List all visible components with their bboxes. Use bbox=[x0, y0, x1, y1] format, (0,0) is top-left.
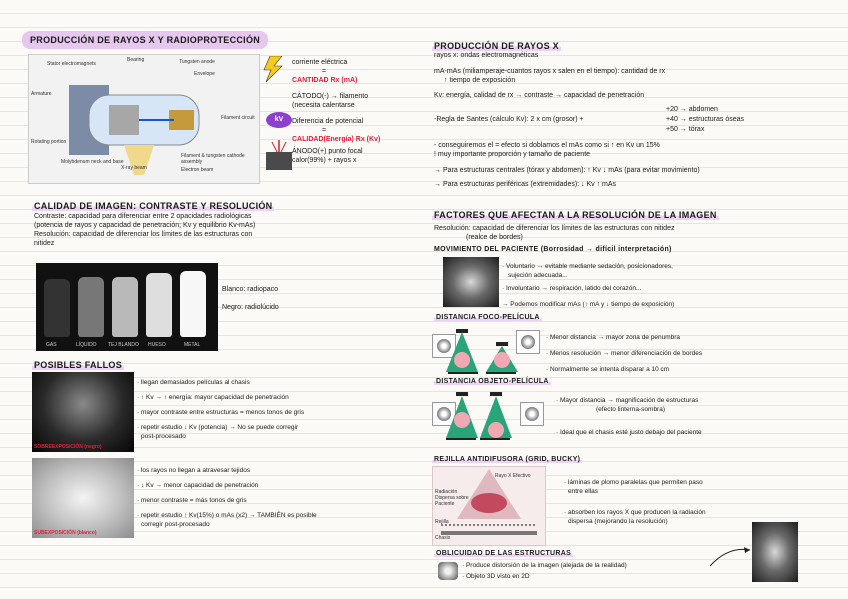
production-subtitle: rayos x: ondas electromagnéticas bbox=[434, 52, 539, 59]
note-line: · Objeto 3D visto en 2D bbox=[462, 573, 530, 580]
note-line: · menor contraste = más tonos de gris bbox=[137, 497, 247, 504]
obliquity-xray-image bbox=[752, 522, 798, 582]
note-line: calor(99%) + rayos x bbox=[292, 157, 357, 164]
note-line: Diferencia de potencial bbox=[292, 118, 364, 125]
section-title-resolution-factors: FACTORES QUE AFECTAN A LA RESOLUCIÓN DE LA IMAGEN bbox=[434, 210, 717, 220]
obliquity-notes bbox=[462, 561, 732, 581]
obliquity-thumbnail bbox=[438, 562, 458, 580]
note-line: (realce de bordes) bbox=[466, 234, 523, 241]
grid-label: Radiación Dispersa sobre Paciente bbox=[435, 489, 469, 507]
anode-icon bbox=[262, 140, 296, 170]
note-line: · repetir estudio ↓ Kv (potencia) → No se puede corregir bbox=[137, 424, 299, 431]
grid-label: Rejilla bbox=[435, 519, 449, 525]
section-title-production: PRODUCCIÓN DE RAYOS X Y RADIOPROTECCIÓN bbox=[22, 31, 268, 49]
note-line: → Podemos modificar mAs (↑ mA y ↓ tiempo de exposición) bbox=[502, 301, 675, 308]
note-line: Contraste: capacidad para diferenciar entre 2 opacidades radiológicas bbox=[34, 213, 252, 220]
bottle-soft-tissue bbox=[112, 277, 138, 337]
bottle-label: TEJ BLANDO bbox=[108, 342, 139, 348]
note-line: ! muy importante proporción y tamaño de paciente bbox=[434, 151, 591, 158]
grid-notes bbox=[564, 478, 794, 526]
section-title-quality: CALIDAD DE IMAGEN: CONTRASTE Y RESOLUCIÓN bbox=[34, 201, 273, 211]
detector-icon bbox=[516, 330, 540, 354]
resolution-definition bbox=[434, 224, 834, 242]
subsection-grid: REJILLA ANTIDIFUSORA (GRID, BUCKY) bbox=[434, 456, 581, 463]
legend-white: Blanco: radiopaco bbox=[222, 286, 279, 293]
note-line: (necesita calentarse bbox=[292, 102, 355, 109]
note-line: ↑ tiempo de exposición bbox=[444, 77, 516, 84]
tube-label: Molybdenum neck and base bbox=[61, 159, 124, 165]
subsection-obliquity: OBLICUIDAD DE LAS ESTRUCTURAS bbox=[436, 550, 572, 557]
xray-tube-diagram bbox=[28, 54, 260, 184]
note-line: · láminas de plomo paralelas que permiten paso bbox=[564, 479, 703, 486]
note-line: corriente eléctrica bbox=[292, 59, 348, 66]
note-line: ÁNODO(+) punto focal bbox=[292, 148, 363, 155]
bottle-label: METAL bbox=[184, 342, 201, 348]
tube-label: Armature bbox=[31, 91, 52, 97]
focus-distance-notes bbox=[546, 333, 836, 374]
note-line: -Regla de Santes (cálculo Kv): 2 x cm (grosor) + bbox=[434, 116, 584, 123]
note-line: nitidez bbox=[34, 240, 55, 247]
tube-label: Envelope bbox=[194, 71, 215, 77]
underexposure-xray-image bbox=[32, 458, 134, 538]
tube-label: Electron beam bbox=[181, 167, 214, 173]
overexposure-xray-image bbox=[32, 372, 134, 452]
note-line: +20 → abdomen bbox=[666, 106, 718, 113]
bottle-bone bbox=[146, 273, 172, 337]
bottle-label: LÍQUIDO bbox=[76, 342, 97, 348]
note-line: +50 → tórax bbox=[666, 126, 705, 133]
focus-distance-diagram bbox=[430, 324, 540, 376]
bottle-liquid bbox=[78, 277, 104, 337]
bottle-label: HUESO bbox=[148, 342, 166, 348]
film-line bbox=[446, 438, 476, 440]
note-line: · Voluntario → evitable mediante sedación, posicionadores, bbox=[502, 263, 673, 270]
note-line: Resolución: capacidad de diferenciar los límites de las estructuras con bbox=[34, 231, 253, 238]
note-line: · los rayos no llegan a atravesar tejidos bbox=[137, 467, 251, 474]
overexposure-notes bbox=[137, 378, 427, 441]
note-line: · Involuntario → respiración, latido del corazón... bbox=[502, 285, 642, 292]
tube-label: Filament circuit bbox=[221, 115, 255, 121]
tube-label: Rotating portion bbox=[31, 139, 67, 145]
note-line: +40 → estructuras óseas bbox=[666, 116, 745, 123]
grid-label: Rayo X Efectivo bbox=[495, 473, 531, 479]
note-line: Kv: energía, calidad de rx → contraste → capacidad de penetración bbox=[434, 92, 645, 99]
object-distance-diagram bbox=[430, 390, 545, 442]
movement-xray-image bbox=[443, 257, 499, 307]
note-line: · mayor contraste entre estructuras = menos tonos de gris bbox=[137, 409, 305, 416]
quality-definitions bbox=[34, 212, 404, 248]
lightning-icon bbox=[262, 56, 284, 82]
note-line: · Ideal que el chasis esté justo debajo del paciente bbox=[556, 429, 702, 436]
note-line: CANTIDAD Rx (mA) bbox=[292, 77, 358, 84]
note-line: = bbox=[322, 68, 327, 75]
tube-label: Tungsten anode bbox=[179, 59, 215, 65]
bottle-gas bbox=[44, 279, 70, 337]
production-right-notes bbox=[434, 67, 839, 189]
grid-diagram bbox=[432, 466, 546, 546]
note-line: · Produce distorsión de la imagen (alejada de la realidad) bbox=[462, 562, 627, 569]
note-line: = bbox=[322, 127, 327, 134]
note-line: entre ellas bbox=[568, 488, 598, 495]
movement-notes bbox=[502, 262, 822, 309]
note-line: → Para estructuras centrales (tórax y abdomen): ↑ Kv ↓ mAs (para evitar movimiento) bbox=[434, 167, 700, 174]
section-title-production-right: PRODUCCIÓN DE RAYOS X bbox=[434, 41, 559, 51]
object-icon bbox=[454, 412, 470, 428]
note-line: corregir post-procesado bbox=[141, 521, 210, 528]
note-line: mA-mAs (miliamperaje-cuantos rayos x salen en el tiempo): cantidad de rx bbox=[434, 68, 666, 75]
note-line: · repetir estudio ↑ Kv(15%) o mAs (x2) → TAMBIÉN es posible bbox=[137, 512, 317, 519]
object-distance-notes bbox=[556, 396, 836, 437]
note-line: Resolución: capacidad de diferenciar los límites de las estructuras con nitidez bbox=[434, 225, 675, 232]
object-icon bbox=[454, 352, 470, 368]
note-line: CÁTODO(-) → filamento bbox=[292, 93, 369, 100]
note-line: sujeción adecuada... bbox=[508, 272, 568, 279]
tube-label: Bearing bbox=[127, 57, 145, 63]
subsection-movement: MOVIMIENTO DEL PACIENTE (Borrosidad → difícil interpretación) bbox=[434, 246, 672, 253]
film-line bbox=[486, 372, 516, 374]
bottle-label: GAS bbox=[46, 342, 57, 348]
underexposure-label: SUBEXPOSICIÓN (blanco) bbox=[34, 530, 97, 536]
note-line: · Mayor distancia → magnificación de estructuras bbox=[556, 397, 699, 404]
detector-icon bbox=[520, 402, 544, 426]
film-line bbox=[480, 438, 510, 440]
bottle-metal bbox=[180, 271, 206, 337]
object-icon bbox=[494, 352, 510, 368]
kv-burst-icon: kV bbox=[266, 112, 292, 128]
grid-label: Chasis bbox=[435, 535, 451, 541]
note-line: · ↓ Kv → menor capacidad de penetración bbox=[137, 482, 259, 489]
note-line: · llegan demasiados películas al chasis bbox=[137, 379, 250, 386]
note-line: · Menor distancia → mayor zona de penumbra bbox=[546, 334, 681, 341]
note-line: CALIDAD(Energía) Rx (Kv) bbox=[292, 136, 381, 143]
tube-label: X-ray beam bbox=[121, 165, 147, 171]
overexposure-label: SOBREEXPOSICIÓN (negro) bbox=[34, 444, 102, 450]
note-line: - conseguiremos el = efecto si doblamos el mAs como si ↑ en Kv un 15% bbox=[434, 142, 660, 149]
note-line: · absorben los rayos X que producen la radiación bbox=[564, 509, 706, 516]
section-title-failures: POSIBLES FALLOS bbox=[34, 360, 123, 370]
note-line: (efecto linterna-sombra) bbox=[596, 406, 665, 413]
object-icon bbox=[488, 422, 504, 438]
tube-label: Filament & tungsten cathode assembly bbox=[181, 153, 245, 165]
note-line: · Menos resolución → menor diferenciación de bordes bbox=[546, 350, 703, 357]
subsection-focus-distance: DISTANCIA FOCO-PELÍCULA bbox=[436, 314, 540, 321]
opacity-bottles-image bbox=[36, 263, 218, 351]
note-line: (potencia de rayos y capacidad de penetración; Kv y equilibrio Kv-mAs) bbox=[34, 222, 256, 229]
note-line: · Normalmente se intenta disparar a 10 cm bbox=[546, 366, 670, 373]
subsection-object-distance: DISTANCIA OBJETO-PELÍCULA bbox=[436, 378, 549, 385]
underexposure-notes bbox=[137, 466, 427, 529]
note-line: → Para estructuras periféricas (extremidades): ↓ Kv ↑ mAs bbox=[434, 181, 617, 188]
legend-black: Negro: radiolúcido bbox=[222, 304, 279, 311]
production-notes bbox=[292, 58, 422, 165]
note-line: post-procesado bbox=[141, 433, 186, 440]
tube-label: Stator electromagnets bbox=[47, 61, 96, 67]
note-line: · ↑ Kv → ↑ energía: mayor capacidad de penetración bbox=[137, 394, 289, 401]
film-line bbox=[448, 372, 478, 374]
note-line: dispersa (mejorando la resolución) bbox=[568, 518, 668, 525]
